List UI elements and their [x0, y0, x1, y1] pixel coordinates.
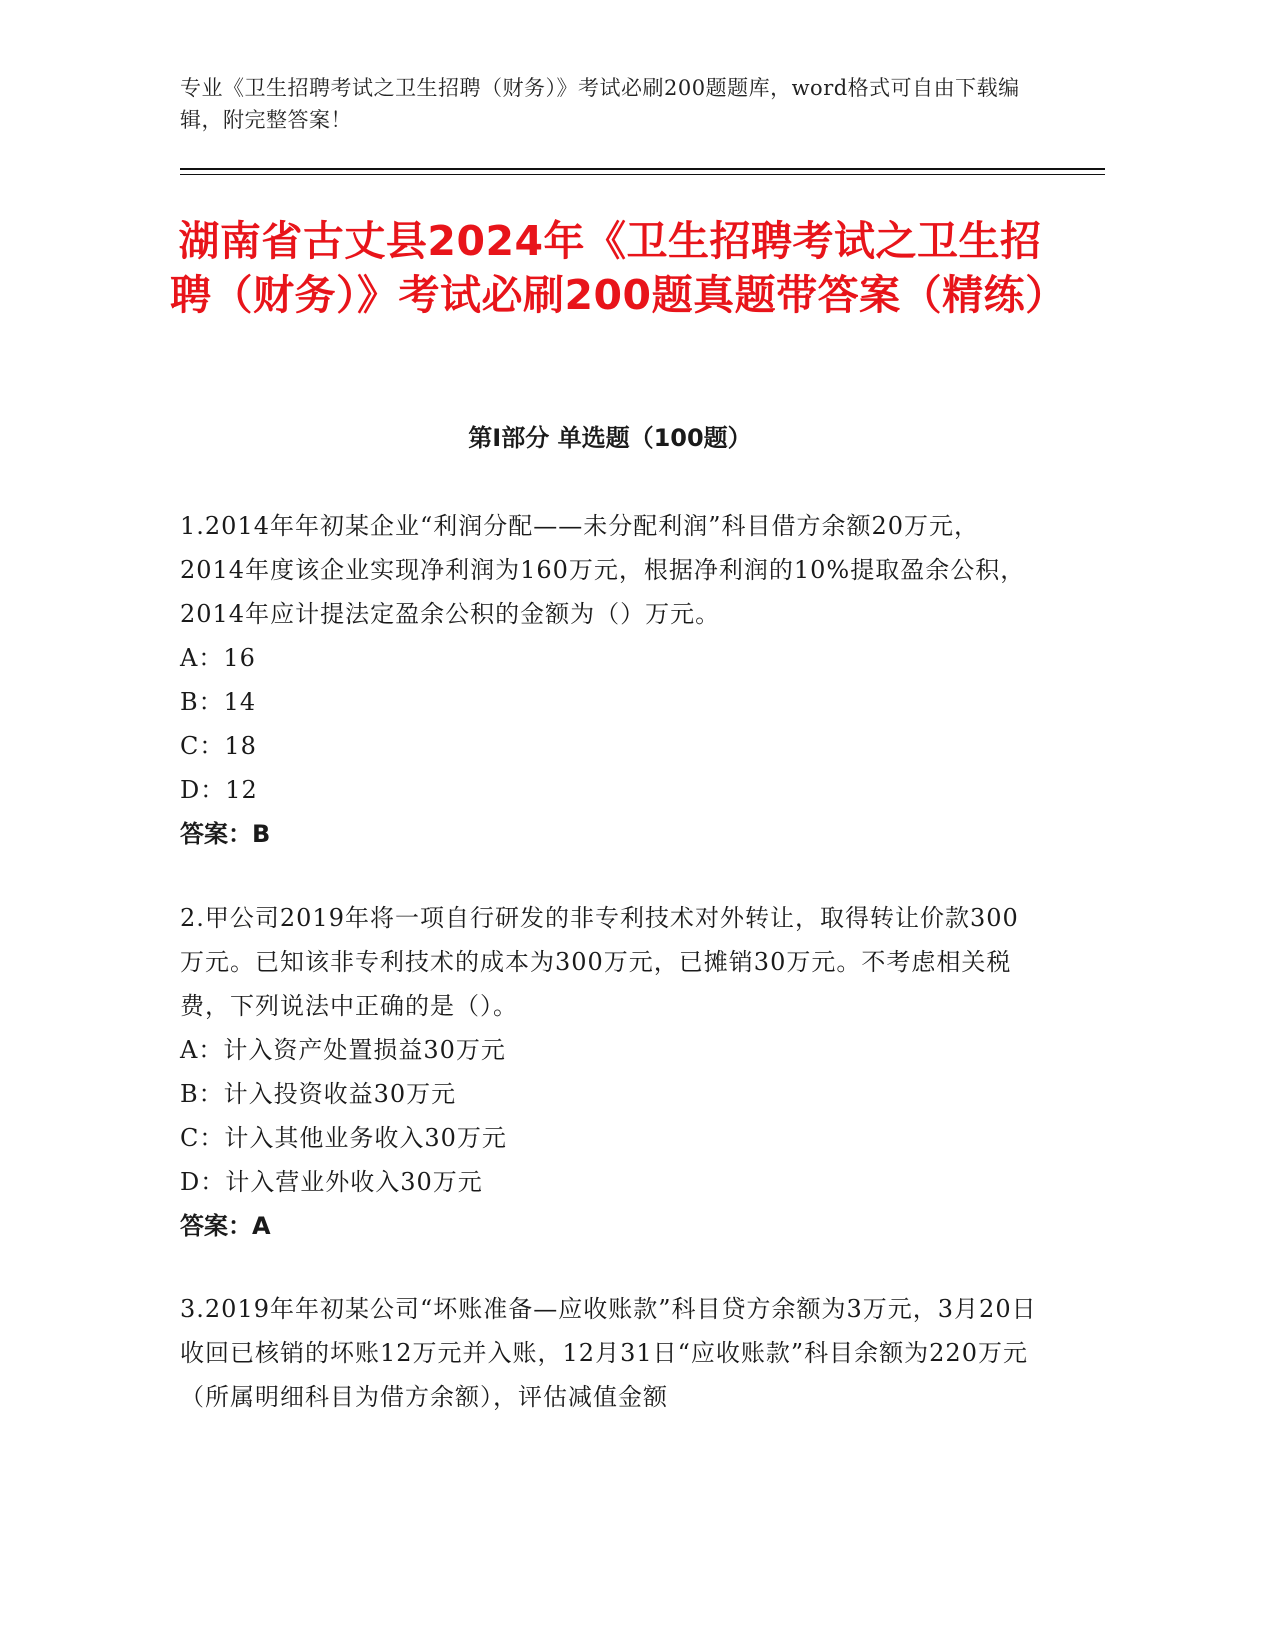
header-divider-thick [180, 168, 1105, 170]
option-a: A：16 [180, 644, 256, 672]
question-stem: 3.2019年年初某公司“坏账准备—应收账款”科目贷方余额为3万元，3月20日收回已核销的坏账12万元并入账，12月31日“应收账款”科目余额为220万元（所属明细科目为借方余额），评估减值金额 [180, 1295, 1037, 1411]
option-a: A：计入资产处置损益30万元 [180, 1036, 506, 1064]
question-1 [180, 504, 1040, 856]
option-d: D：12 [180, 776, 258, 804]
option-b: B：计入投资收益30万元 [180, 1080, 457, 1108]
header-divider-thin [180, 174, 1105, 175]
option-c: C：计入其他业务收入30万元 [180, 1124, 507, 1152]
option-c: C：18 [180, 732, 257, 760]
option-b: B：14 [180, 688, 257, 716]
header-note: 专业《卫生招聘考试之卫生招聘（财务）》考试必刷200题题库，word格式可自由下载编辑，附完整答案！ [180, 76, 1020, 132]
option-d: D：计入营业外收入30万元 [180, 1168, 483, 1196]
question-3 [180, 1287, 1040, 1419]
question-2 [180, 896, 1040, 1248]
section-title: 第Ⅰ部分 单选题（100题） [468, 424, 752, 452]
answer: 答案：A [180, 1212, 271, 1240]
document-title: 湖南省古丈县2024年《卫生招聘考试之卫生招聘（财务）》考试必刷200题真题带答案（精练） [170, 217, 1067, 319]
question-stem: 1.2014年年初某企业“利润分配——未分配利润”科目借方余额20万元，2014年度该企业实现净利润为160万元，根据净利润的10%提取盈余公积，2014年应计提法定盈余公积的金额为（）万元。 [180, 512, 1026, 628]
question-stem: 2.甲公司2019年将一项自行研发的非专利技术对外转让，取得转让价款300万元。已知该非专利技术的成本为300万元，已摊销30万元。不考虑相关税费，下列说法中正确的是（）。 [180, 904, 1019, 1020]
answer: 答案：B [180, 820, 271, 848]
